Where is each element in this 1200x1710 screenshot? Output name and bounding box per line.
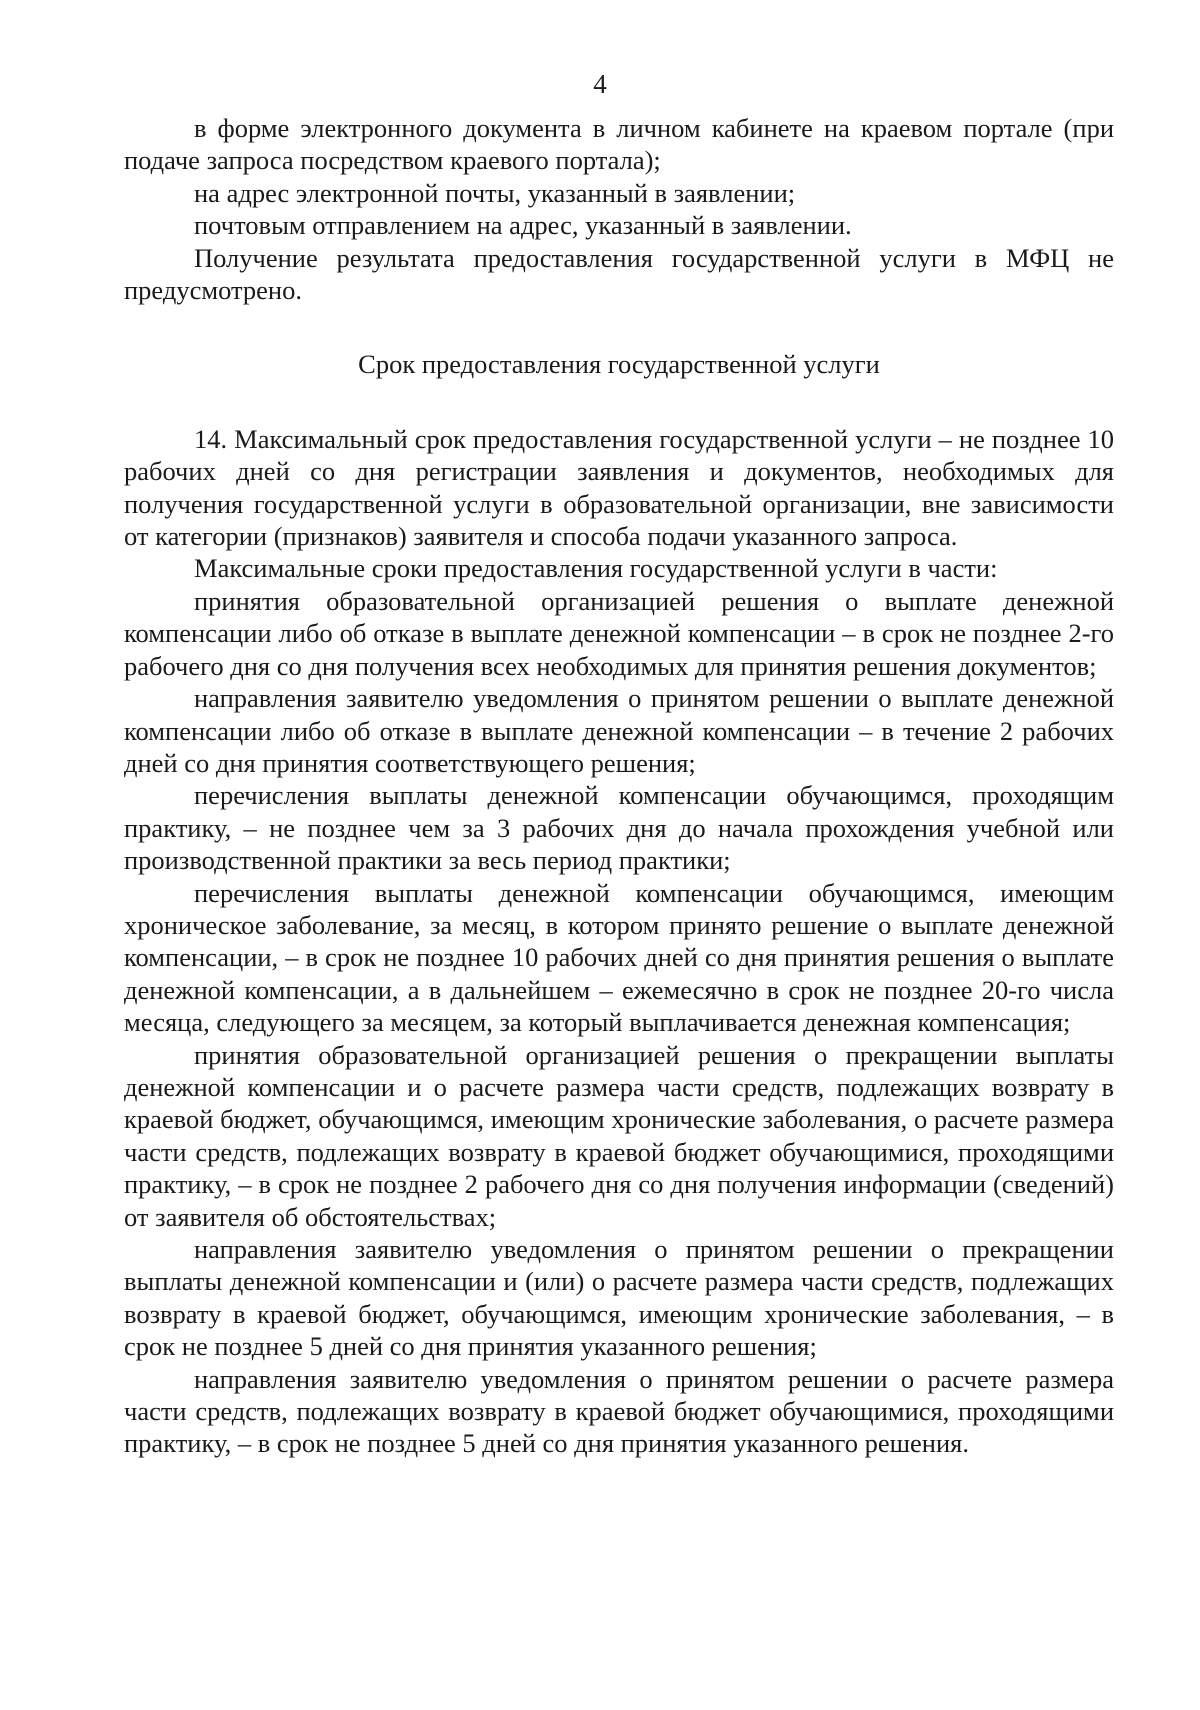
paragraph-notification-termination: направления заявителю уведомления о принятом решении о прекращении выплаты денежной компенсации и (или) о расчете размера части средств, подлежащих возврату в краевой бюджет, обучающимся, имеющим хронические заболевания, – в срок не позднее 5 дней со дня принятия указанного решения; [124,1234,1114,1362]
paragraph-result-post: почтовым отправлением на адрес, указанный в заявлении. [194,210,852,241]
paragraph-14-max-term: 14. Максимальный срок предоставления государственной услуги – не позднее 10 рабочих дней со дня регистрации заявления и документов, необходимых для получения государственной услуги в образовательной организации, вне зависимости от категории (признаков) заявителя и способа подачи указанного запроса. [124,423,1114,552]
paragraph-result-electronic: в форме электронного документа в личном кабинете на краевом портале (при подаче запроса посредством краевого портала); [124,113,1114,176]
paragraph-decision-termination: принятия образовательной организацией решения о прекращении выплаты денежной компенсации и о расчете размера части средств, подлежащих возврату в краевой бюджет, обучающимся, имеющим хронические заболевания, о расчете размера части средств, подлежащих возврату в краевой бюджет обучающимися, проходящими практику, – в срок не позднее 2 рабочего дня со дня получения информации (сведений) от заявителя об обстоятельствах; [124,1039,1114,1232]
paragraph-decision-payment: принятия образовательной организацией решения о выплате денежной компенсации либо об отказе в выплате денежной компенсации – в срок не позднее 2-го рабочего дня со дня получения всех необходимых для принятия решения документов; [124,585,1114,681]
document-body [124,112,1114,1460]
page-number: 4 [593,69,607,99]
paragraph-max-terms-intro: Максимальные сроки предоставления государственной услуги в части: [194,553,998,584]
paragraph-result-email: на адрес электронной почты, указанный в заявлении; [194,177,796,208]
paragraph-result-mfc: Получение результата предоставления государственной услуги в МФЦ не предусмотрено. [124,242,1114,306]
paragraph-notification-refund: направления заявителю уведомления о принятом решении о расчете размера части средств, подлежащих возврату в краевой бюджет обучающимися, проходящими практику, – в срок не позднее 5 дней со дня принятия указанного решения. [124,1363,1114,1459]
paragraph-notification-decision: направления заявителю уведомления о принятом решении о выплате денежной компенсации либо об отказе в выплате денежной компенсации – в течение 2 рабочих дней со дня принятия соответствующего решения; [124,683,1114,778]
paragraph-transfer-chronic: перечисления выплаты денежной компенсации обучающимся, имеющим хроническое заболевание, за месяц, в котором принято решение о выплате денежной компенсации, – в срок не позднее 10 рабочих дней со дня принятия решения о выплате денежной компенсации, а в дальнейшем – ежемесячно в срок не позднее 20-го числа месяца, следующего за месяцем, за который выплачивается денежная компенсация; [124,877,1114,1038]
paragraph-transfer-practice: перечисления выплаты денежной компенсации обучающимся, проходящим практику, – не позднее чем за 3 рабочих дня до начала прохождения учебной или производственной практики за весь период практики; [124,780,1114,876]
section-heading: Срок предоставления государственной услуги [358,349,880,380]
